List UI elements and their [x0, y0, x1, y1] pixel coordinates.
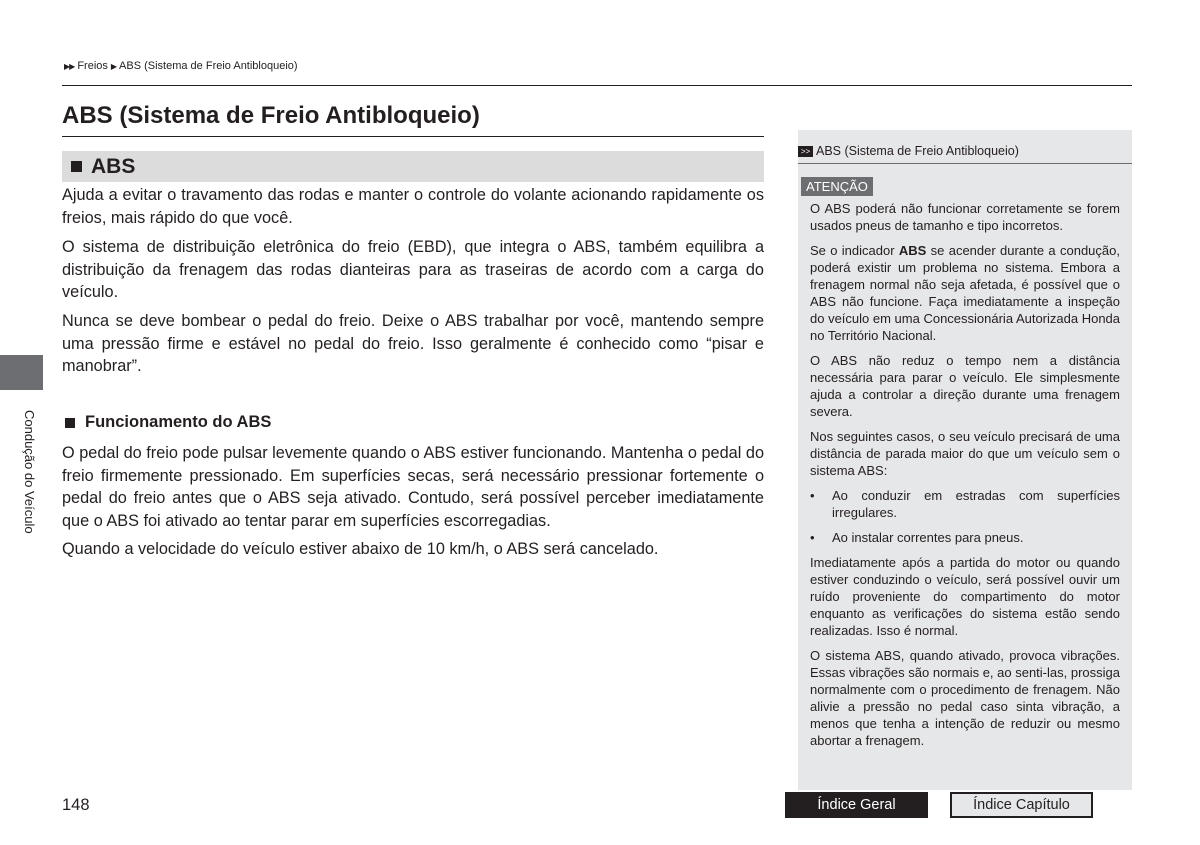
note-header [798, 144, 1019, 158]
subsection-heading [62, 413, 271, 432]
note-paragraph: O ABS poderá não funcionar corretamente se forem usados pneus de tamanho e tipo incorretos. [810, 201, 1120, 233]
subsection-paragraph-2: Quando a velocidade do veículo estiver abaixo de 10 km/h, o ABS será cancelado. [62, 540, 659, 558]
arrow-right-icon: ▶ [110, 61, 117, 71]
note-divider [798, 163, 1132, 164]
double-arrow-icon: ▶▶ [64, 61, 75, 71]
breadcrumb-item-freios[interactable]: Freios [77, 60, 108, 72]
header-divider [62, 85, 1132, 86]
section-heading-bar [62, 151, 764, 182]
section-paragraph-2: O sistema de distribuição eletrônica do freio (EBD), que integra o ABS, também equilibra a distribuição da frenagem das rodas dianteiras para as traseiras de acordo com a carga do veículo. [62, 238, 764, 301]
chapter-index-button[interactable]: Índice Capítulo [950, 792, 1093, 818]
square-bullet-icon [65, 418, 75, 428]
page-number: 148 [62, 796, 90, 814]
note-paragraph: O ABS não reduz o tempo nem a distância necessária para parar o veículo. Ele simplesmente ajuda a controlar a direção durante uma frenagem severa. [810, 353, 1120, 419]
note-paragraph: Se o indicador ABS se acender durante a condução, poderá existir um problema no sistema. Embora a frenagem normal não seja afetada, é possível que o ABS não funcione. Faça imediatamente a inspeção do veículo em uma Concessionária Autorizada Honda no Território Nacional. [810, 243, 1121, 343]
note-paragraph: O sistema ABS, quando ativado, provoca vibrações. Essas vibrações são normais e, ao senti-las, prossiga normalmente com o procedimento de frenagem. Não alivie a pressão no pedal caso sinta vibração, a menos que tenha a intenção de reduzir ou mesmo abortar a frenagem. [810, 648, 1120, 748]
list-item: • Ao instalar correntes para pneus. [810, 530, 1024, 545]
chapter-tab-marker [0, 355, 43, 390]
note-header-label[interactable]: ABS (Sistema de Freio Antibloqueio) [816, 144, 1019, 158]
breadcrumb-item-abs[interactable]: ABS (Sistema de Freio Antibloqueio) [119, 60, 298, 72]
bullet-icon: • [810, 530, 815, 545]
breadcrumb [64, 60, 298, 72]
section-paragraph-3: Nunca se deve bombear o pedal do freio. Deixe o ABS trabalhar por você, mantendo sempre uma pressão firme e estável no pedal do freio. Isso geralmente é conhecido como “pisar e manobrar”. [62, 312, 764, 375]
section-paragraph-1: Ajuda a evitar o travamento das rodas e manter o controle do volante acionando rapidamente os freios, mais rápido do que você. [62, 186, 764, 227]
note-paragraph: Imediatamente após a partida do motor ou quando estiver conduzindo o veículo, será possível ouvir um ruído proveniente do compartimento do motor enquanto as verificações do sistema estão sendo realizadas. Isso é normal. [810, 555, 1120, 638]
note-panel [798, 130, 1132, 790]
section-title: ABS [91, 154, 136, 178]
double-chevron-icon: >> [798, 146, 813, 157]
subsection-title: Funcionamento do ABS [85, 413, 272, 431]
note-body [810, 200, 1120, 757]
note-paragraph: Nos seguintes casos, o seu veículo precisará de uma distância de parada maior do que um veículo sem o sistema ABS: [810, 429, 1120, 478]
bullet-icon: • [810, 488, 815, 503]
chapter-side-label: Condução do Veículo [22, 410, 37, 534]
abs-indicator-label: ABS [898, 243, 927, 258]
subsection-paragraph-1: O pedal do freio pode pulsar levemente quando o ABS estiver funcionando. Mantenha o pedal do freio firmemente pressionado. Em superfícies secas, será necessário pressionar fortemente o pedal do freio antes que o ABS seja ativado. Contudo, será possível perceber imediatamente que o ABS foi ativado ao tentar parar em superfícies escorregadias. [62, 444, 764, 530]
title-divider [62, 136, 764, 137]
general-index-button[interactable]: Índice Geral [785, 792, 928, 818]
note-bullet-list [810, 487, 1120, 546]
list-item: • Ao conduzir em estradas com superfícies irregulares. [810, 488, 1120, 520]
caution-badge: ATENÇÃO [801, 177, 873, 196]
page-title: ABS (Sistema de Freio Antibloqueio) [62, 102, 480, 129]
square-bullet-icon [71, 161, 82, 172]
